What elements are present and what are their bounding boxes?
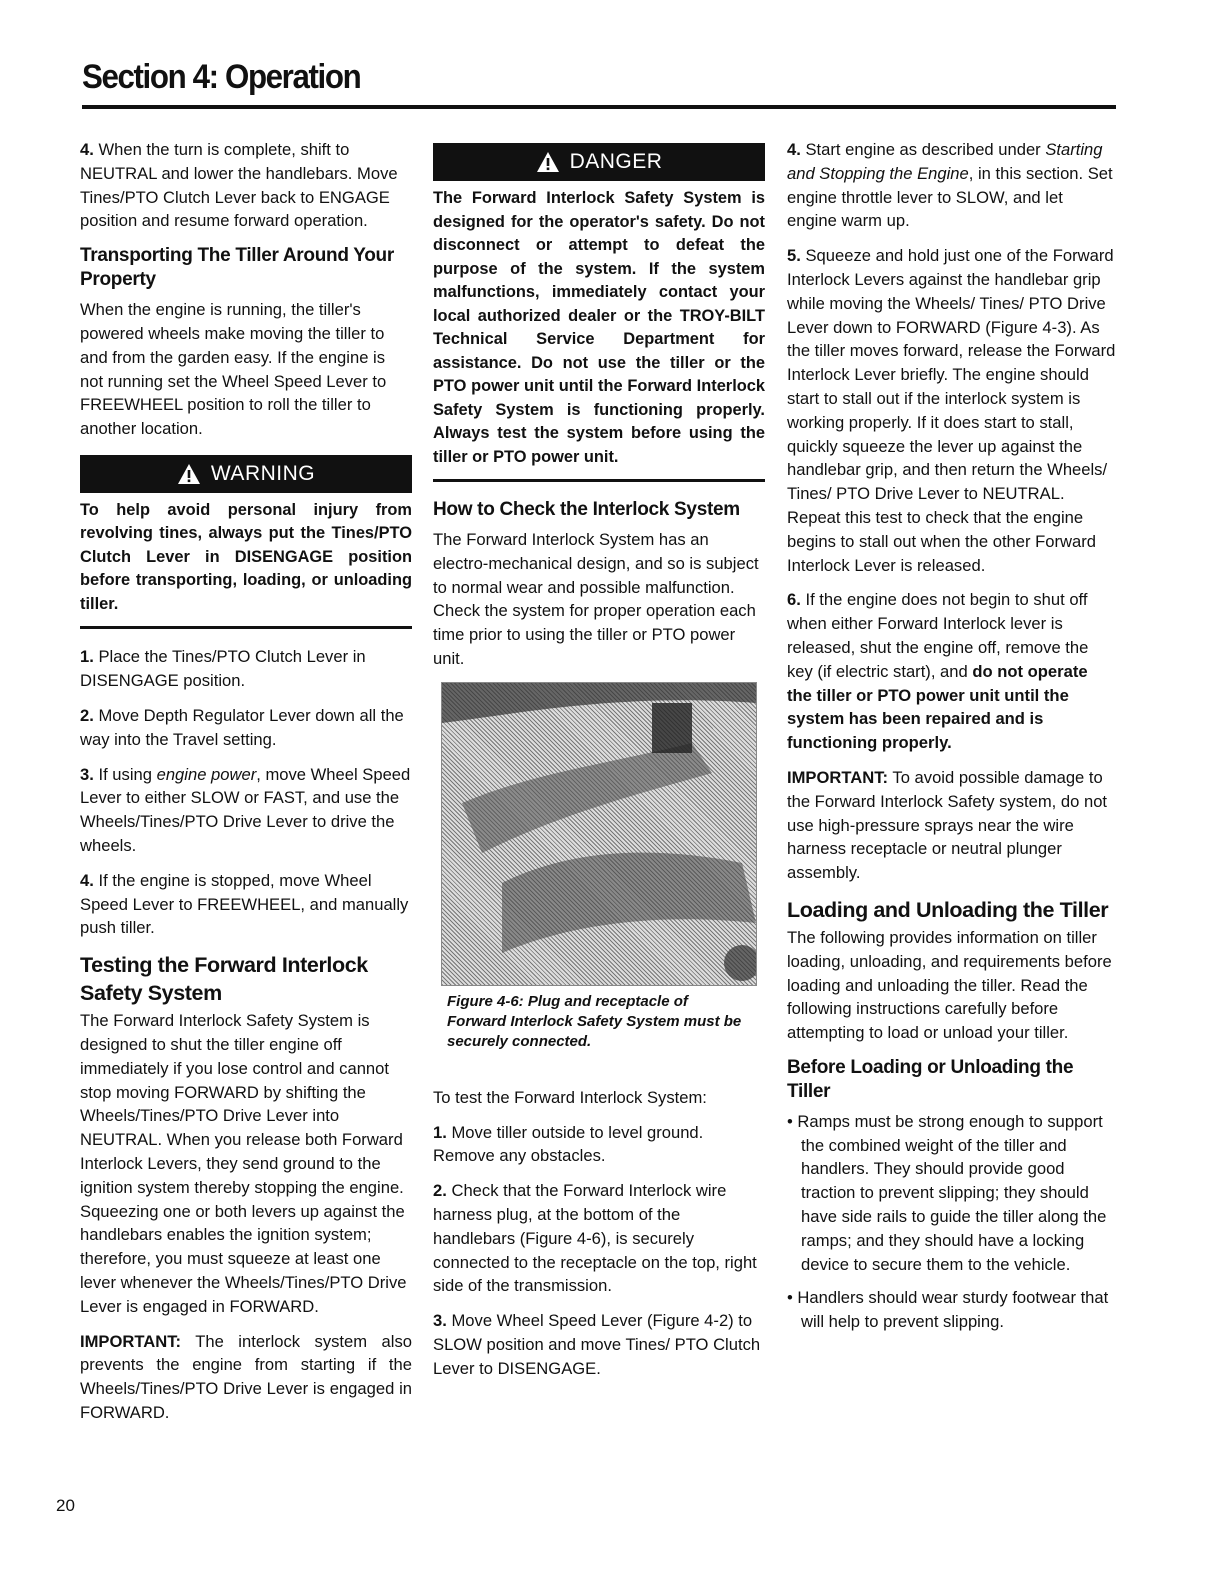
paragraph-to-test: To test the Forward Interlock System: [433,1087,707,1107]
paragraph-transporting: When the engine is running, the tiller's powered wheels make moving the tiller to and from the garden easy. If the engine is not running set the Wheel Speed Lever to FREEWHEEL position to roll the tiller to another location. [80,300,387,439]
title-rule [82,105,1116,109]
heading-check-interlock: How to Check the Interlock System [433,499,740,520]
warning-text: To help avoid personal injury from revolving tines, always put the Tines/PTO Clutch Lever in DISENGAGE position before transporting, loading, or unloading tiller. [80,500,412,613]
test-step-2: 2. Check that the Forward Interlock wire harness plug, at the bottom of the handlebars (Figure 4-6), is securely connected to the receptacle on the top, right side of the transmission. [433,1181,757,1296]
warning-label: WARNING [210,461,316,485]
heading-before-loading: Before Loading or Unloading the Tiller [787,1056,1074,1102]
heading-loading-unloading: Loading and Unloading the Tiller [787,897,1109,922]
page-number: 20 [56,1496,75,1515]
step-4: 4. If the engine is stopped, move Wheel Speed Lever to FREEWHEEL, and manually push tiller. [80,870,409,938]
warning-rule [80,626,412,629]
test-step-6: 6. If the engine does not begin to shut off when either Forward Interlock lever is released, shut the engine off, remove the key (if electric start), and do not operate the tiller or PTO power unit until the system has been repaired and is functioning properly. [787,590,1089,753]
danger-rule [433,479,765,482]
important-note-left: IMPORTANT: The interlock system also prevents the engine from starting if the Wheels/Tines/PTO Drive Lever is engaged in FORWARD. [80,1331,412,1422]
heading-transporting: Transporting The Tiller Around Your Property [80,245,394,291]
column-middle [433,143,765,1392]
test-step-3: 3. Move Wheel Speed Lever (Figure 4-2) to SLOW position and move Tines/ PTO Clutch Lever to DISENGAGE. [433,1311,761,1378]
bullet-handlers: • Handlers should wear sturdy footwear that will help to prevent slipping. [787,1288,1109,1332]
column-right [787,138,1117,1344]
step-3: 3. If using engine power, move Wheel Speed Lever to either SLOW or FAST, and use the Wheels/Tines/PTO Drive Lever to drive the wheels. [80,764,411,856]
column-left [80,138,412,1436]
danger-label: DANGER [569,150,663,173]
heading-testing-interlock: Testing the Forward Interlock Safety System [80,953,368,1006]
warning-triangle-icon [536,151,560,173]
test-step-5: 5. Squeeze and hold just one of the Forward Interlock Levers against the handlebar grip while moving the Wheels/ Tines/ PTO Drive Lever down to FORWARD (Figure 4-3). As the tiller moves forward, release the Forward Interlock Lever briefly. The engine should start to stall out if the interlock system is working properly. If it does start to stall, quickly squeeze the lever up against the handlebar grip, and then return the Wheels/ Tines/ PTO Drive Lever to NEUTRAL. Repeat this test to check that the engine begins to stall out when the other Forward Interlock Lever is released. [787,246,1116,575]
bullet-ramps: • Ramps must be strong enough to support the combined weight of the tiller and handlers. They should provide good traction to prevent slipping; they should have side rails to guide the tiller along the ramps; and they should have a locking device to secure them to the vehicle. [787,1111,1107,1274]
warning-banner [80,455,412,493]
test-step-1: 1. Move tiller outside to level ground. Remove any obstacles. [433,1122,704,1166]
important-note-right: IMPORTANT: To avoid possible damage to the Forward Interlock Safety system, do not use high-pressure sprays near the wire harness receptacle or neutral plunger assembly. [787,767,1108,883]
paragraph-check-interlock: The Forward Interlock System has an electro-mechanical design, and so is subject to normal wear and possible malfunction. Check the system for proper operation each time prior to using the tiller or PTO power unit. [433,530,759,668]
danger-banner [433,143,765,181]
paragraph-loading-unloading: The following provides information on tiller loading, unloading, and requirements before loading and unloading the tiller. Read the following instructions carefully before attempting to load or unload your tiller. [787,927,1112,1043]
step-1: 1. Place the Tines/PTO Clutch Lever in DISENGAGE position. [80,647,366,691]
danger-text: The Forward Interlock Safety System is designed for the operator's safety. Do not disconnect or attempt to defeat the purpose of the system. If the system malfunctions, immediately contact your local authorized dealer or the TROY-BILT Technical Service Department for assistance. Do not use the tiller or the PTO power unit until the Forward Interlock Safety System is functioning properly. Always test the system before using the tiller or PTO power unit. [433,189,765,466]
tiller-plug-illustration [442,683,756,985]
figure-caption: Figure 4-6: Plug and receptacle of Forward Interlock Safety System must be securely connected. [447,992,742,1050]
step-2: 2. Move Depth Regulator Lever down all the way into the Travel setting. [80,706,404,749]
paragraph-testing-interlock: The Forward Interlock Safety System is designed to shut the tiller engine off immediately if you lose control and cannot stop moving FORWARD by shifting the Wheels/Tines/PTO Drive Lever into NEUTRAL. When you release both Forward Interlock Levers, they send ground to the ignition system thereby stopping the engine. Squeezing one or both levers up against the handlebars enables the ignition system; therefore, you must squeeze at least one lever whenever the Wheels/Tines/PTO Drive Lever is engaged in FORWARD. [80,1011,407,1316]
paragraph-turn-complete: 4. When the turn is complete, shift to NEUTRAL and lower the handlebars. Move Tines/PTO Clutch Lever back to ENGAGE position and resume forward operation. [80,140,398,231]
figure-4-6-photo [441,682,757,986]
test-step-4: 4. Start engine as described under Starting and Stopping the Engine, in this section. Set engine throttle lever to SLOW, and let engine warm up. [787,140,1113,231]
section-title: Section 4: Operation [82,58,361,96]
warning-triangle-icon [177,463,201,485]
